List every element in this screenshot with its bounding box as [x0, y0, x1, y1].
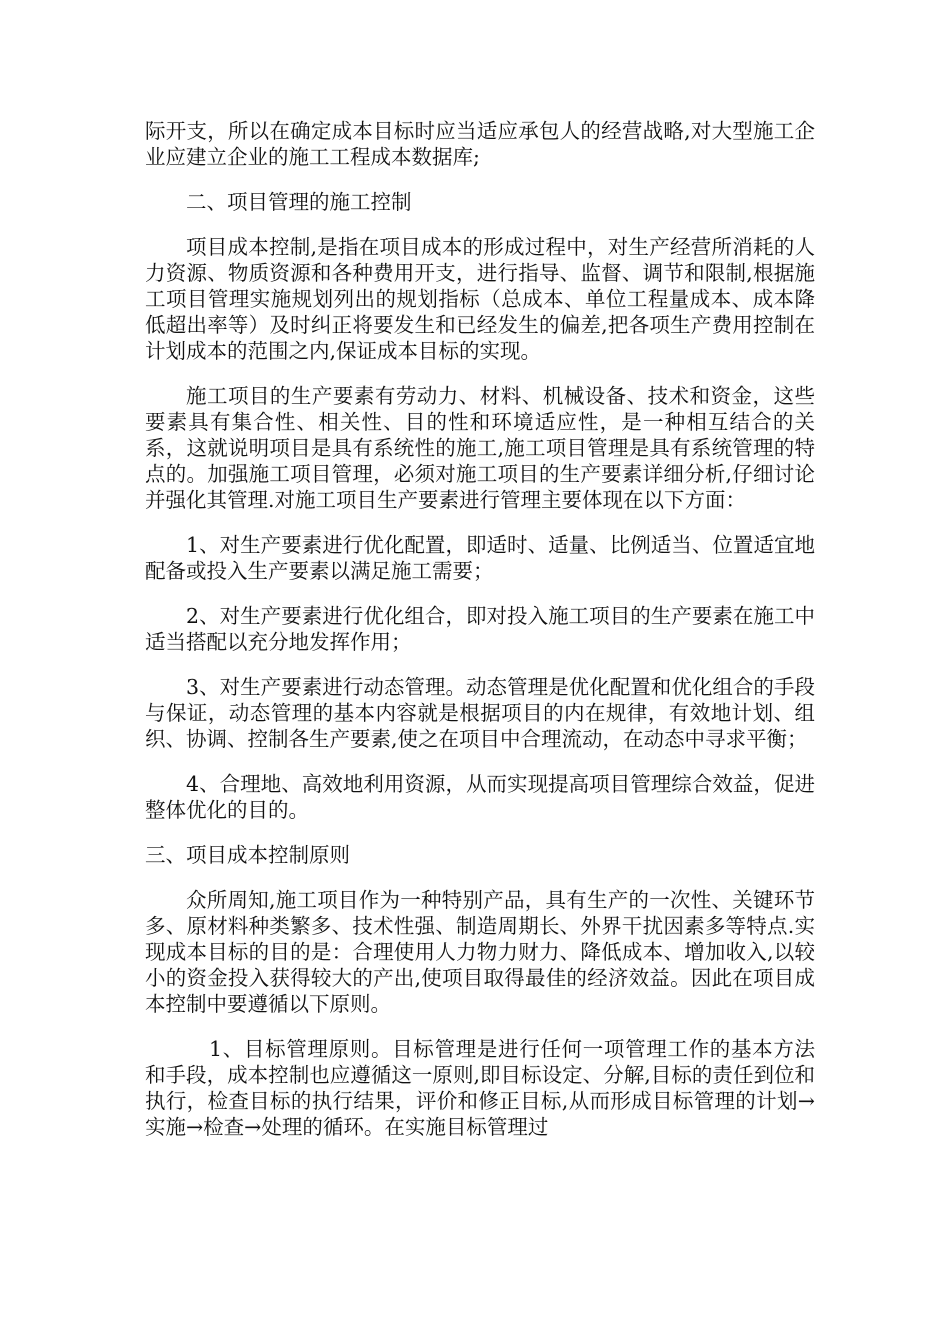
- section-heading-3: 三、项目成本控制原则: [145, 843, 350, 867]
- document-page: [145, 118, 815, 1159]
- paragraph-production-factors: 施工项目的生产要素有劳动力、材料、机械设备、技术和资金，这些要素具有集合性、相关性、目的性和环境适应性，是一种相互结合的关系，这就说明项目是具有系统性的施工,施工项目管理是具有系统管理的特点的。加强施工项目管理，必须对施工项目的生产要素详细分析,仔细讨论并强化其管理.对施工项目生产要素进行管理主要体现在以下方面：: [145, 384, 815, 512]
- list-item-1: 1、对生产要素进行优化配置，即适时、适量、比例适当、位置适宜地配备或投入生产要素以满足施工需要；: [145, 533, 815, 583]
- list-item-3: 3、对生产要素进行动态管理。动态管理是优化配置和优化组合的手段与保证，动态管理的基本内容就是根据项目的内在规律，有效地计划、组织、协调、控制各生产要素,使之在项目中合理流动，在动态中寻求平衡；: [145, 675, 815, 751]
- list-item-2: 2、对生产要素进行优化组合，即对投入施工项目的生产要素在施工中适当搭配以充分地发挥作用；: [145, 604, 815, 654]
- paragraph-target-management-principle: 1、目标管理原则。目标管理是进行任何一项管理工作的基本方法和手段，成本控制也应遵循这一原则,即目标设定、分解,目标的责任到位和执行，检查目标的执行结果，评价和修正目标,从而形成目标管理的计划→实施→检查→处理的循环。在实施目标管理过: [145, 1037, 815, 1139]
- paragraph-project-characteristics: 众所周知,施工项目作为一种特别产品，具有生产的一次性、关键环节多、原材料种类繁多、技术性强、制造周期长、外界干扰因素多等特点.实现成本目标的目的是：合理使用人力物力财力、降低成本、增加收入,以较小的资金投入获得较大的产出,使项目取得最佳的经济效益。因此在项目成本控制中要遵循以下原则。: [145, 888, 815, 1016]
- list-item-4: 4、合理地、高效地利用资源，从而实现提高项目管理综合效益，促进整体优化的目的。: [145, 772, 815, 822]
- paragraph-cost-control-definition: 项目成本控制,是指在项目成本的形成过程中，对生产经营所消耗的人力资源、物质资源和各种费用开支，进行指导、监督、调节和限制,根据施工项目管理实施规划列出的规划指标（总成本、单位工程量成本、成本降低超出率等）及时纠正将要发生和已经发生的偏差,把各项生产费用控制在计划成本的范围之内,保证成本目标的实现。: [145, 235, 815, 363]
- paragraph-continuation: 际开支，所以在确定成本目标时应当适应承包人的经营战略,对大型施工企业应建立企业的施工工程成本数据库;: [145, 119, 815, 169]
- section-heading-2: 二、项目管理的施工控制: [186, 190, 412, 214]
